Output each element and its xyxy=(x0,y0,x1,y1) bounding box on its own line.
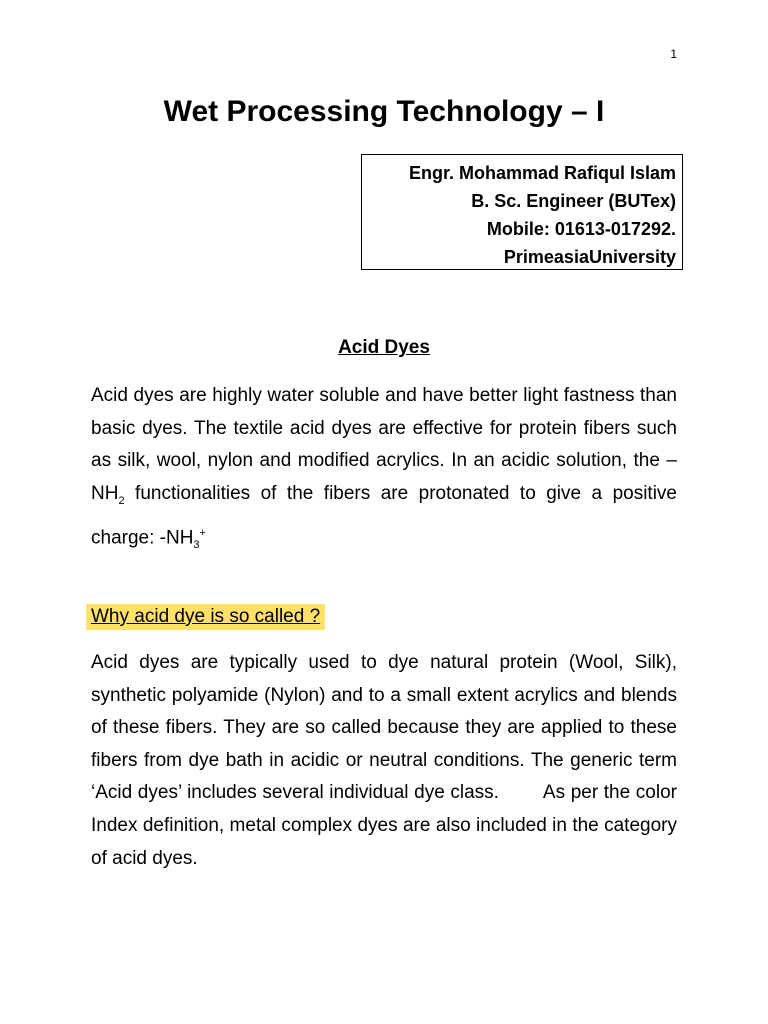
subscript-2: 2 xyxy=(118,494,125,507)
paragraph-acid-dyes-intro xyxy=(91,380,677,562)
document-title: Wet Processing Technology – I xyxy=(163,95,605,128)
page-number: 1 xyxy=(670,47,677,61)
highlighted-question: Why acid dye is so called ? xyxy=(86,604,325,630)
paragraph-text-part2: functionalities of the fibers are protonated to give a positive charge: -NH xyxy=(91,482,677,549)
author-info-box xyxy=(361,154,683,270)
author-name: Engr. Mohammad Rafiqul Islam xyxy=(408,163,676,183)
subscript-3: 3 xyxy=(193,539,200,552)
section-heading: Acid Dyes xyxy=(338,337,430,358)
superscript-plus: + xyxy=(199,527,206,540)
author-institution: PrimeasiaUniversity xyxy=(503,247,676,267)
author-degree: B. Sc. Engineer (BUTex) xyxy=(471,191,676,211)
paragraph-text-part1: Acid dyes are highly water soluble and have better light fastness than basic dyes. The textile acid dyes are effective for protein fibers such as silk, wool, nylon and modified acrylics. In an acidic solution, the –NH xyxy=(91,385,677,504)
author-mobile: Mobile: 01613-017292. xyxy=(486,219,676,239)
paragraph-why-called: Acid dyes are typically used to dye natural protein (Wool, Silk), synthetic polyamide (Nylon) and to a small extent acrylics and blends of these fibers. They are so called because they are applied to these fibers from dye bath in acidic or neutral conditions. The generic term ‘Acid dyes’ includes several individual dye class. As per the color Index definition, metal complex dyes are also included in the category of acid dyes. xyxy=(91,652,683,869)
